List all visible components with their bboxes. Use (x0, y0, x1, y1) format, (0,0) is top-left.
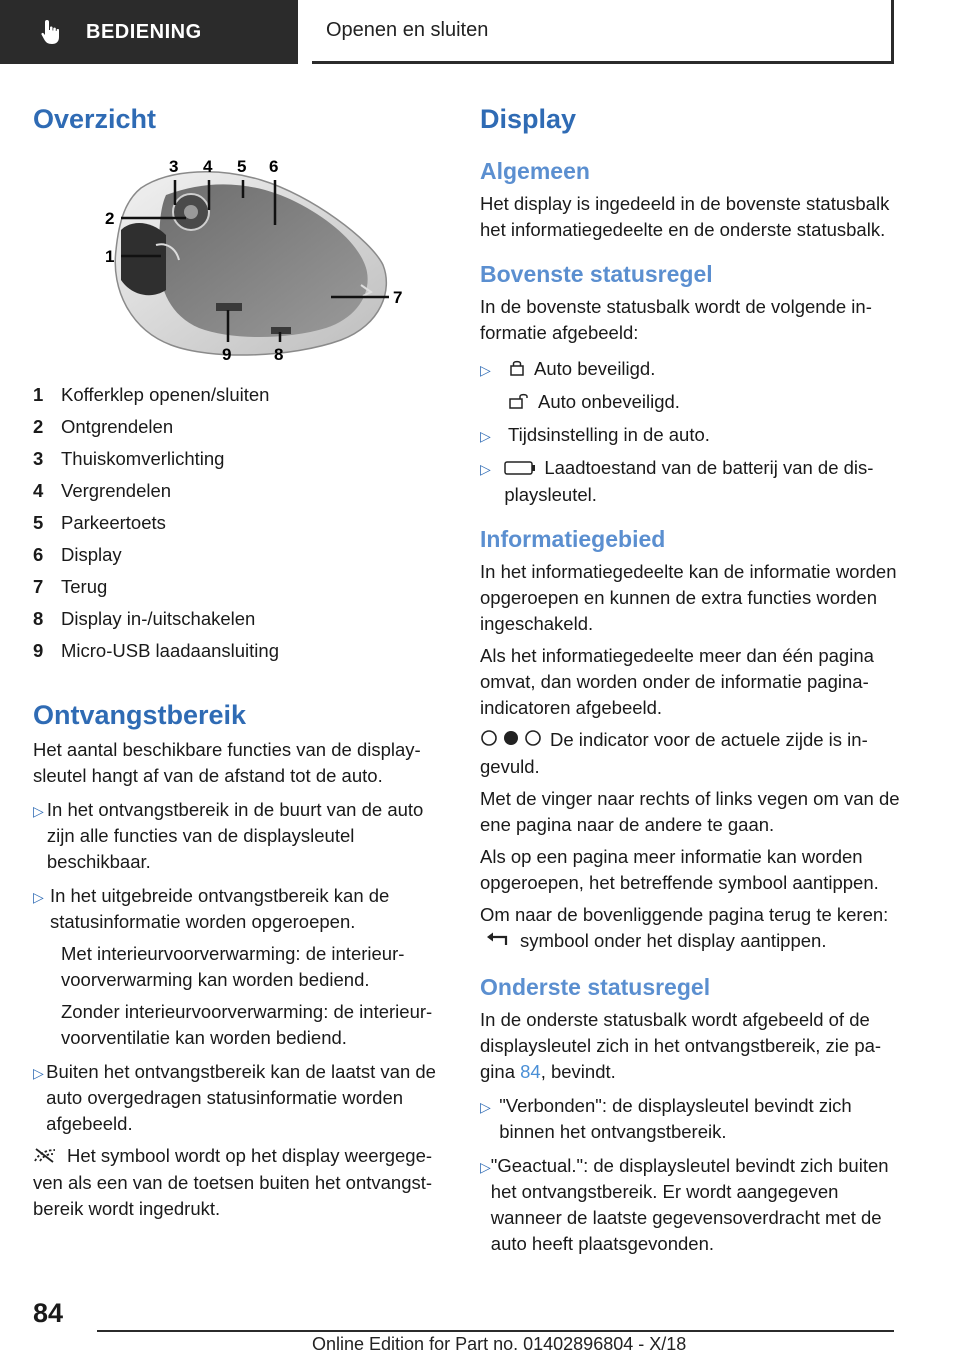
info-text-4: Met de vinger naar rechts of links vegen om van de ene pagina naar de andere te gaan. (480, 788, 900, 836)
sub-note: Zonder interieurvoorverwarming: de interieurvoorventilatie kan worden bediend. (61, 1001, 433, 1048)
list-item: ▷ "Geactual.": de displaysleutel bevindt zich buiten het ontvangstbereik. Er wordt aangegeven wanneer de laatste gegevensoverdracht met de auto heeft plaatsgevonden. (480, 1153, 900, 1257)
callout-8: 8 (274, 345, 284, 364)
triangle-bullet-icon: ▷ (480, 362, 491, 378)
triangle-bullet-icon: ▷ (480, 1098, 491, 1115)
sub-note: Met interieurvoorverwarming: de interieurvoorverwarming kan worden bediend. (61, 943, 405, 990)
edition-note: Online Edition for Part no. 01402896804 - X/18 (312, 1334, 687, 1354)
general-heading: Algemeen (480, 158, 590, 184)
list-item: ▷ In het uitgebreide ontvangstbereik kan de statusinformatie worden opgeroepen. (33, 883, 443, 935)
list-item: 4 Vergrendelen (33, 480, 172, 501)
triangle-bullet-icon: ▷ (480, 461, 491, 478)
general-text: Het display is ingedeeld in de bovenste statusbalk het informatiegedeelte en de onderste statusbalk. (480, 193, 890, 240)
info-heading: Informatiegebied (480, 526, 666, 553)
list-item: ▷ "Verbonden": de displaysleutel bevindt zich binnen het ontvangstbereik. (480, 1093, 900, 1145)
out-of-range-icon (33, 1144, 59, 1170)
back-arrow-icon (486, 930, 512, 956)
info-text-2: Als het informatiegedeelte meer dan één pagina omvat, dan worden onder de informatie pagina-indicatoren afgebeeld. (480, 645, 874, 719)
top-status-heading: Bovenste statusregel (480, 261, 713, 287)
info-text-3: De indicator voor de actuele zijde is ingevuld. (480, 729, 868, 778)
triangle-bullet-icon: ▷ (480, 428, 491, 445)
list-item: 8 Display in-/uitschakelen (33, 608, 256, 629)
symbol-note: Het symbool wordt op het display weergegeven als een van de toetsen buiten het ontvangstbereik wordt ingedrukt. (33, 1145, 433, 1220)
list-item: ▷ Laadtoestand van de batterij van de displaysleutel. (480, 455, 900, 508)
callout-5: 5 (237, 157, 247, 176)
callout-4: 4 (203, 157, 213, 176)
list-item: Auto onbeveiligd. (480, 389, 900, 416)
top-status-text: In de bovenste statusbalk wordt de volgende informatie afgebeeld: (480, 296, 872, 343)
display-section (480, 158, 900, 1257)
triangle-bullet-icon: ▷ (33, 1065, 44, 1081)
triangle-bullet-icon: ▷ (480, 1158, 491, 1175)
list-item: 3 Thuiskomverlichting (33, 448, 225, 469)
parts-list (33, 382, 279, 670)
overview-heading: Overzicht (33, 104, 157, 134)
callout-6: 6 (269, 157, 279, 176)
callout-3: 3 (169, 157, 179, 176)
callout-1: 1 (105, 247, 115, 266)
display-heading: Display (480, 104, 577, 134)
section-tab (0, 0, 298, 64)
bottom-status-heading: Onderste statusregel (480, 973, 711, 1000)
display-key-illustration (71, 150, 411, 365)
list-item: 5 Parkeertoets (33, 512, 166, 533)
list-item: 7 Terug (33, 576, 108, 597)
footer-divider (97, 1330, 894, 1332)
page-link[interactable]: 84 (520, 1060, 541, 1082)
range-section (33, 737, 443, 1222)
range-heading: Ontvangstbereik (33, 700, 247, 730)
bottom-status-text: In de onderste statusbalk wordt afgebeeld of de displaysleutel zich in het ontvangstbereik, zie pagina 84, bevindt. (480, 1008, 882, 1082)
section-label: BEDIENING (86, 20, 202, 43)
hand-pointer-icon (40, 18, 64, 46)
list-item: 2 Ontgrendelen (33, 416, 174, 437)
range-intro: Het aantal beschikbare functies van de displaysleutel hangt af van de afstand tot de auto. (33, 739, 421, 786)
callout-2: 2 (105, 209, 115, 228)
chapter-label: Openen en sluiten (326, 19, 489, 41)
info-text-6: Om naar de bovenliggende pagina terug te keren: symbool onder het display aantippen. (480, 902, 900, 955)
callout-9: 9 (222, 345, 232, 364)
page-number: 84 (33, 1298, 64, 1328)
callout-7: 7 (393, 288, 403, 307)
page-indicator-icon (480, 728, 542, 754)
info-text-1: In het informatiegedeelte kan de informatie worden opgeroepen en kunnen de extra functies worden ingeschakeld. (480, 561, 897, 635)
lock-closed-icon (508, 357, 526, 383)
list-item: ▷ In het ontvangstbereik in de buurt van de auto zijn alle functies van de displaysleutel beschikbaar. (33, 797, 443, 875)
triangle-bullet-icon: ▷ (33, 803, 44, 819)
list-item: ▷ Tijdsinstelling in de auto. (480, 422, 900, 449)
chapter-header (312, 0, 894, 64)
list-item: 1 Kofferklep openen/sluiten (33, 384, 270, 405)
list-item: ▷ Buiten het ontvangstbereik kan de laatst van de auto overgedragen statusinformatie worden afgebeeld. (33, 1059, 443, 1137)
battery-icon (504, 456, 536, 482)
triangle-bullet-icon: ▷ (33, 889, 44, 905)
list-item: 9 Micro-USB laadaansluiting (33, 640, 279, 661)
info-text-5: Als op een pagina meer informatie kan worden opgeroepen, het betreffende symbool aantippen. (480, 846, 879, 894)
lock-open-icon (508, 390, 530, 416)
list-item: 6 Display (33, 544, 122, 565)
list-item: ▷ Auto beveiligd. (480, 356, 900, 383)
